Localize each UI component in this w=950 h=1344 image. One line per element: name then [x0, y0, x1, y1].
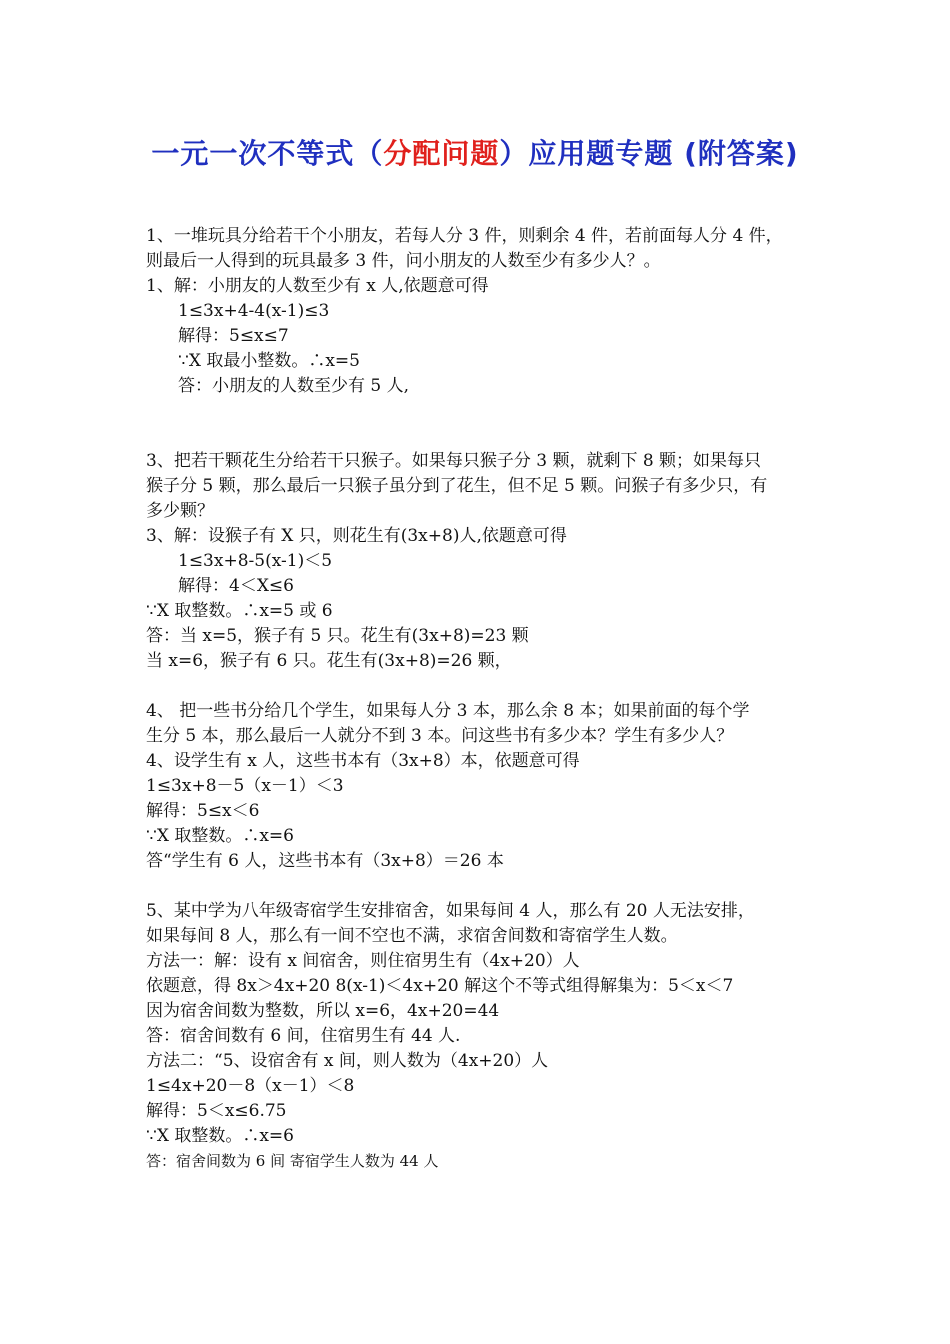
answer-5-line-7: 解得：5＜x≤6.75: [146, 1101, 287, 1121]
question-3-line-2: 猴子分 5 颗，那么最后一只猴子虽分到了花生，但不足 5 颗。问猴子有多少只，有: [146, 476, 768, 496]
answer-1-line-2: 1≤3x+4-4(x-1)≤3: [178, 301, 330, 321]
spacer: [146, 399, 826, 449]
answer-1-line-5: 答：小朋友的人数至少有 5 人,: [178, 376, 410, 396]
answer-5-line-5: 方法二：“5、设宿舍有 x 间，则人数为（4x+20）人: [146, 1051, 549, 1071]
answer-5-line-9: 答：宿舍间数为 6 间 寄宿学生人数为 44 人: [146, 1152, 439, 1170]
document-body: [146, 224, 826, 1174]
question-4-line-1: 4、 把一些书分给几个学生，如果每人分 3 本，那么余 8 本；如果前面的每个学: [146, 701, 750, 721]
question-4: [146, 699, 826, 874]
answer-4-line-5: 答“学生有 6 人，这些书本有（3x+8）＝26 本: [146, 851, 504, 871]
answer-5-line-6: 1≤4x+20－8（x－1）＜8: [146, 1076, 355, 1096]
spacer: [146, 874, 826, 899]
answer-5-line-4: 答：宿舍间数有 6 间，住宿男生有 44 人.: [146, 1026, 461, 1046]
answer-1-line-4: ∵X 取最小整数。∴x=5: [178, 351, 360, 371]
question-1-line-2: 则最后一人得到的玩具最多 3 件，问小朋友的人数至少有多少人？。: [146, 251, 661, 271]
page-title: [0, 132, 950, 172]
question-1-line-1: 1、一堆玩具分给若干个小朋友，若每人分 3 件，则剩余 4 件，若前面每人分 4 件，: [146, 226, 783, 246]
spacer: [146, 674, 826, 699]
question-5-line-1: 5、某中学为八年级寄宿学生安排宿舍，如果每间 4 人，那么有 20 人无法安排，: [146, 901, 755, 921]
question-3-line-1: 3、把若干颗花生分给若干只猴子。如果每只猴子分 3 颗，就剩下 8 颗；如果每只: [146, 451, 762, 471]
answer-1-line-3: 解得：5≤x≤7: [178, 326, 289, 346]
title-part-2: 分配问题: [383, 137, 500, 170]
question-4-line-2: 生分 5 本，那么最后一人就分不到 3 本。问这些书有多少本？学生有多少人？: [146, 726, 734, 746]
question-1: [146, 224, 826, 399]
answer-5-line-8: ∵X 取整数。∴x=6: [146, 1126, 294, 1146]
answer-3-line-1: 3、解：设猴子有 X 只，则花生有(3x+8)人,依题意可得: [146, 526, 567, 546]
answer-3-line-4: ∵X 取整数。∴x=5 或 6: [146, 601, 333, 621]
question-5: [146, 899, 826, 1174]
answer-4-line-2: 1≤3x+8－5（x－1）＜3: [146, 776, 344, 796]
answer-5-line-1: 方法一：解：设有 x 间宿舍，则住宿男生有（4x+20）人: [146, 951, 580, 971]
answer-3-line-6: 当 x=6，猴子有 6 只。花生有(3x+8)=26 颗，: [146, 651, 512, 671]
answer-3-line-5: 答：当 x=5，猴子有 5 只。花生有(3x+8)=23 颗: [146, 626, 529, 646]
question-3: [146, 449, 826, 674]
answer-3-line-3: 解得：4＜X≤6: [178, 576, 294, 596]
question-3-line-3: 多少颗？: [146, 501, 214, 521]
answer-1-line-1: 1、解：小朋友的人数至少有 x 人,依题意可得: [146, 276, 489, 296]
answer-4-line-4: ∵X 取整数。∴x=6: [146, 826, 294, 846]
answer-5-line-3: 因为宿舍间数为整数，所以 x=6，4x+20=44: [146, 1001, 500, 1021]
title-part-1: 一元一次不等式（: [151, 137, 384, 170]
answer-3-line-2: 1≤3x+8-5(x-1)＜5: [178, 551, 333, 571]
question-5-line-2: 如果每间 8 人，那么有一间不空也不满，求宿舍间数和寄宿学生人数。: [146, 926, 678, 946]
answer-4-line-1: 4、设学生有 x 人，这些书本有（3x+8）本，依题意可得: [146, 751, 580, 771]
title-part-3: ）应用题专题 (附答案): [499, 137, 799, 170]
answer-4-line-3: 解得：5≤x＜6: [146, 801, 260, 821]
answer-5-line-2: 依题意，得 8x＞4x+20 8(x-1)＜4x+20 解这个不等式组得解集为：5＜x＜7: [146, 976, 734, 996]
